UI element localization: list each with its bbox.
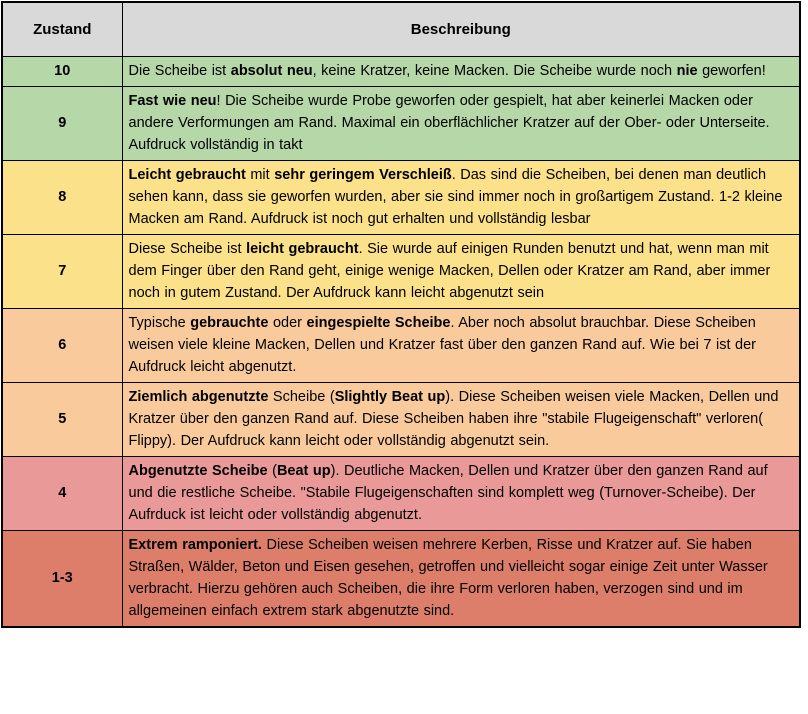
table-row xyxy=(2,382,800,456)
description-text: Ziemlich abgenutzte Scheibe (Slightly Beat up). Diese Scheiben weisen viele Macken, Dellen und Kratzer über den ganzen Rand auf. Diese Scheiben haben ihre "stabile Flugeigenschaft" verloren( Flippy). Der Aufdruck kann leicht oder vollständig abgenutzt sein. xyxy=(122,382,800,456)
header-row xyxy=(2,2,800,56)
table-row xyxy=(2,56,800,86)
description-text: Extrem ramponiert. Diese Scheiben weisen mehrere Kerben, Risse und Kratzer auf. Sie haben Straßen, Wälder, Beton und Eisen gesehen, getroffen und vielleicht sogar einige Zeit unter Wasser verbracht. Hierzu gehören auch Scheiben, die ihre Form verloren haben, verzogen sind und im allgemeinen einfach extrem stark abgenutzte sind. xyxy=(122,530,800,627)
condition-value: 6 xyxy=(2,308,122,382)
table-row xyxy=(2,160,800,234)
header-beschreibung: Beschreibung xyxy=(122,2,800,56)
description-text: Typische gebrauchte oder eingespielte Scheibe. Aber noch absolut brauchbar. Diese Scheiben weisen viele kleine Macken, Dellen und Kratzer fast über den ganzen Rand auf. Wie bei 7 ist der Aufdruck leicht abgenutzt. xyxy=(122,308,800,382)
table-row xyxy=(2,308,800,382)
condition-table xyxy=(1,1,801,628)
condition-value: 9 xyxy=(2,86,122,160)
condition-value: 4 xyxy=(2,456,122,530)
table-row xyxy=(2,234,800,308)
condition-value: 5 xyxy=(2,382,122,456)
condition-value: 1-3 xyxy=(2,530,122,627)
description-text: Fast wie neu! Die Scheibe wurde Probe geworfen oder gespielt, hat aber keinerlei Macken oder andere Verformungen am Rand. Maximal ein oberflächlicher Kratzer auf der Ober- oder Unterseite. Aufdruck vollständig in takt xyxy=(122,86,800,160)
condition-value: 8 xyxy=(2,160,122,234)
condition-value: 7 xyxy=(2,234,122,308)
table-row xyxy=(2,86,800,160)
description-text: Leicht gebraucht mit sehr geringem Verschleiß. Das sind die Scheiben, bei denen man deutlich sehen kann, dass sie geworfen wurden, aber sie sind immer noch in großartigem Zustand. 1-2 kleine Macken am Rand. Aufdruck ist noch gut erhalten und vollständig lesbar xyxy=(122,160,800,234)
description-text: Abgenutzte Scheibe (Beat up). Deutliche Macken, Dellen und Kratzer über den ganzen Rand auf und die restliche Scheibe. "Stabile Flugeigenschaften sind komplett weg (Turnover-Scheibe). Der Aufrduck ist leicht oder vollständig abgenutzt. xyxy=(122,456,800,530)
condition-value: 10 xyxy=(2,56,122,86)
table-row xyxy=(2,456,800,530)
description-text: Die Scheibe ist absolut neu, keine Kratzer, keine Macken. Die Scheibe wurde noch nie geworfen! xyxy=(122,56,800,86)
header-zustand: Zustand xyxy=(2,2,122,56)
description-text: Diese Scheibe ist leicht gebraucht. Sie wurde auf einigen Runden benutzt und hat, wenn man mit dem Finger über den Rand geht, einige wenige Macken, Dellen oder Kratzer am Rand, aber immer noch in gutem Zustand. Der Aufdruck kann leicht abgenutzt sein xyxy=(122,234,800,308)
table-row xyxy=(2,530,800,627)
